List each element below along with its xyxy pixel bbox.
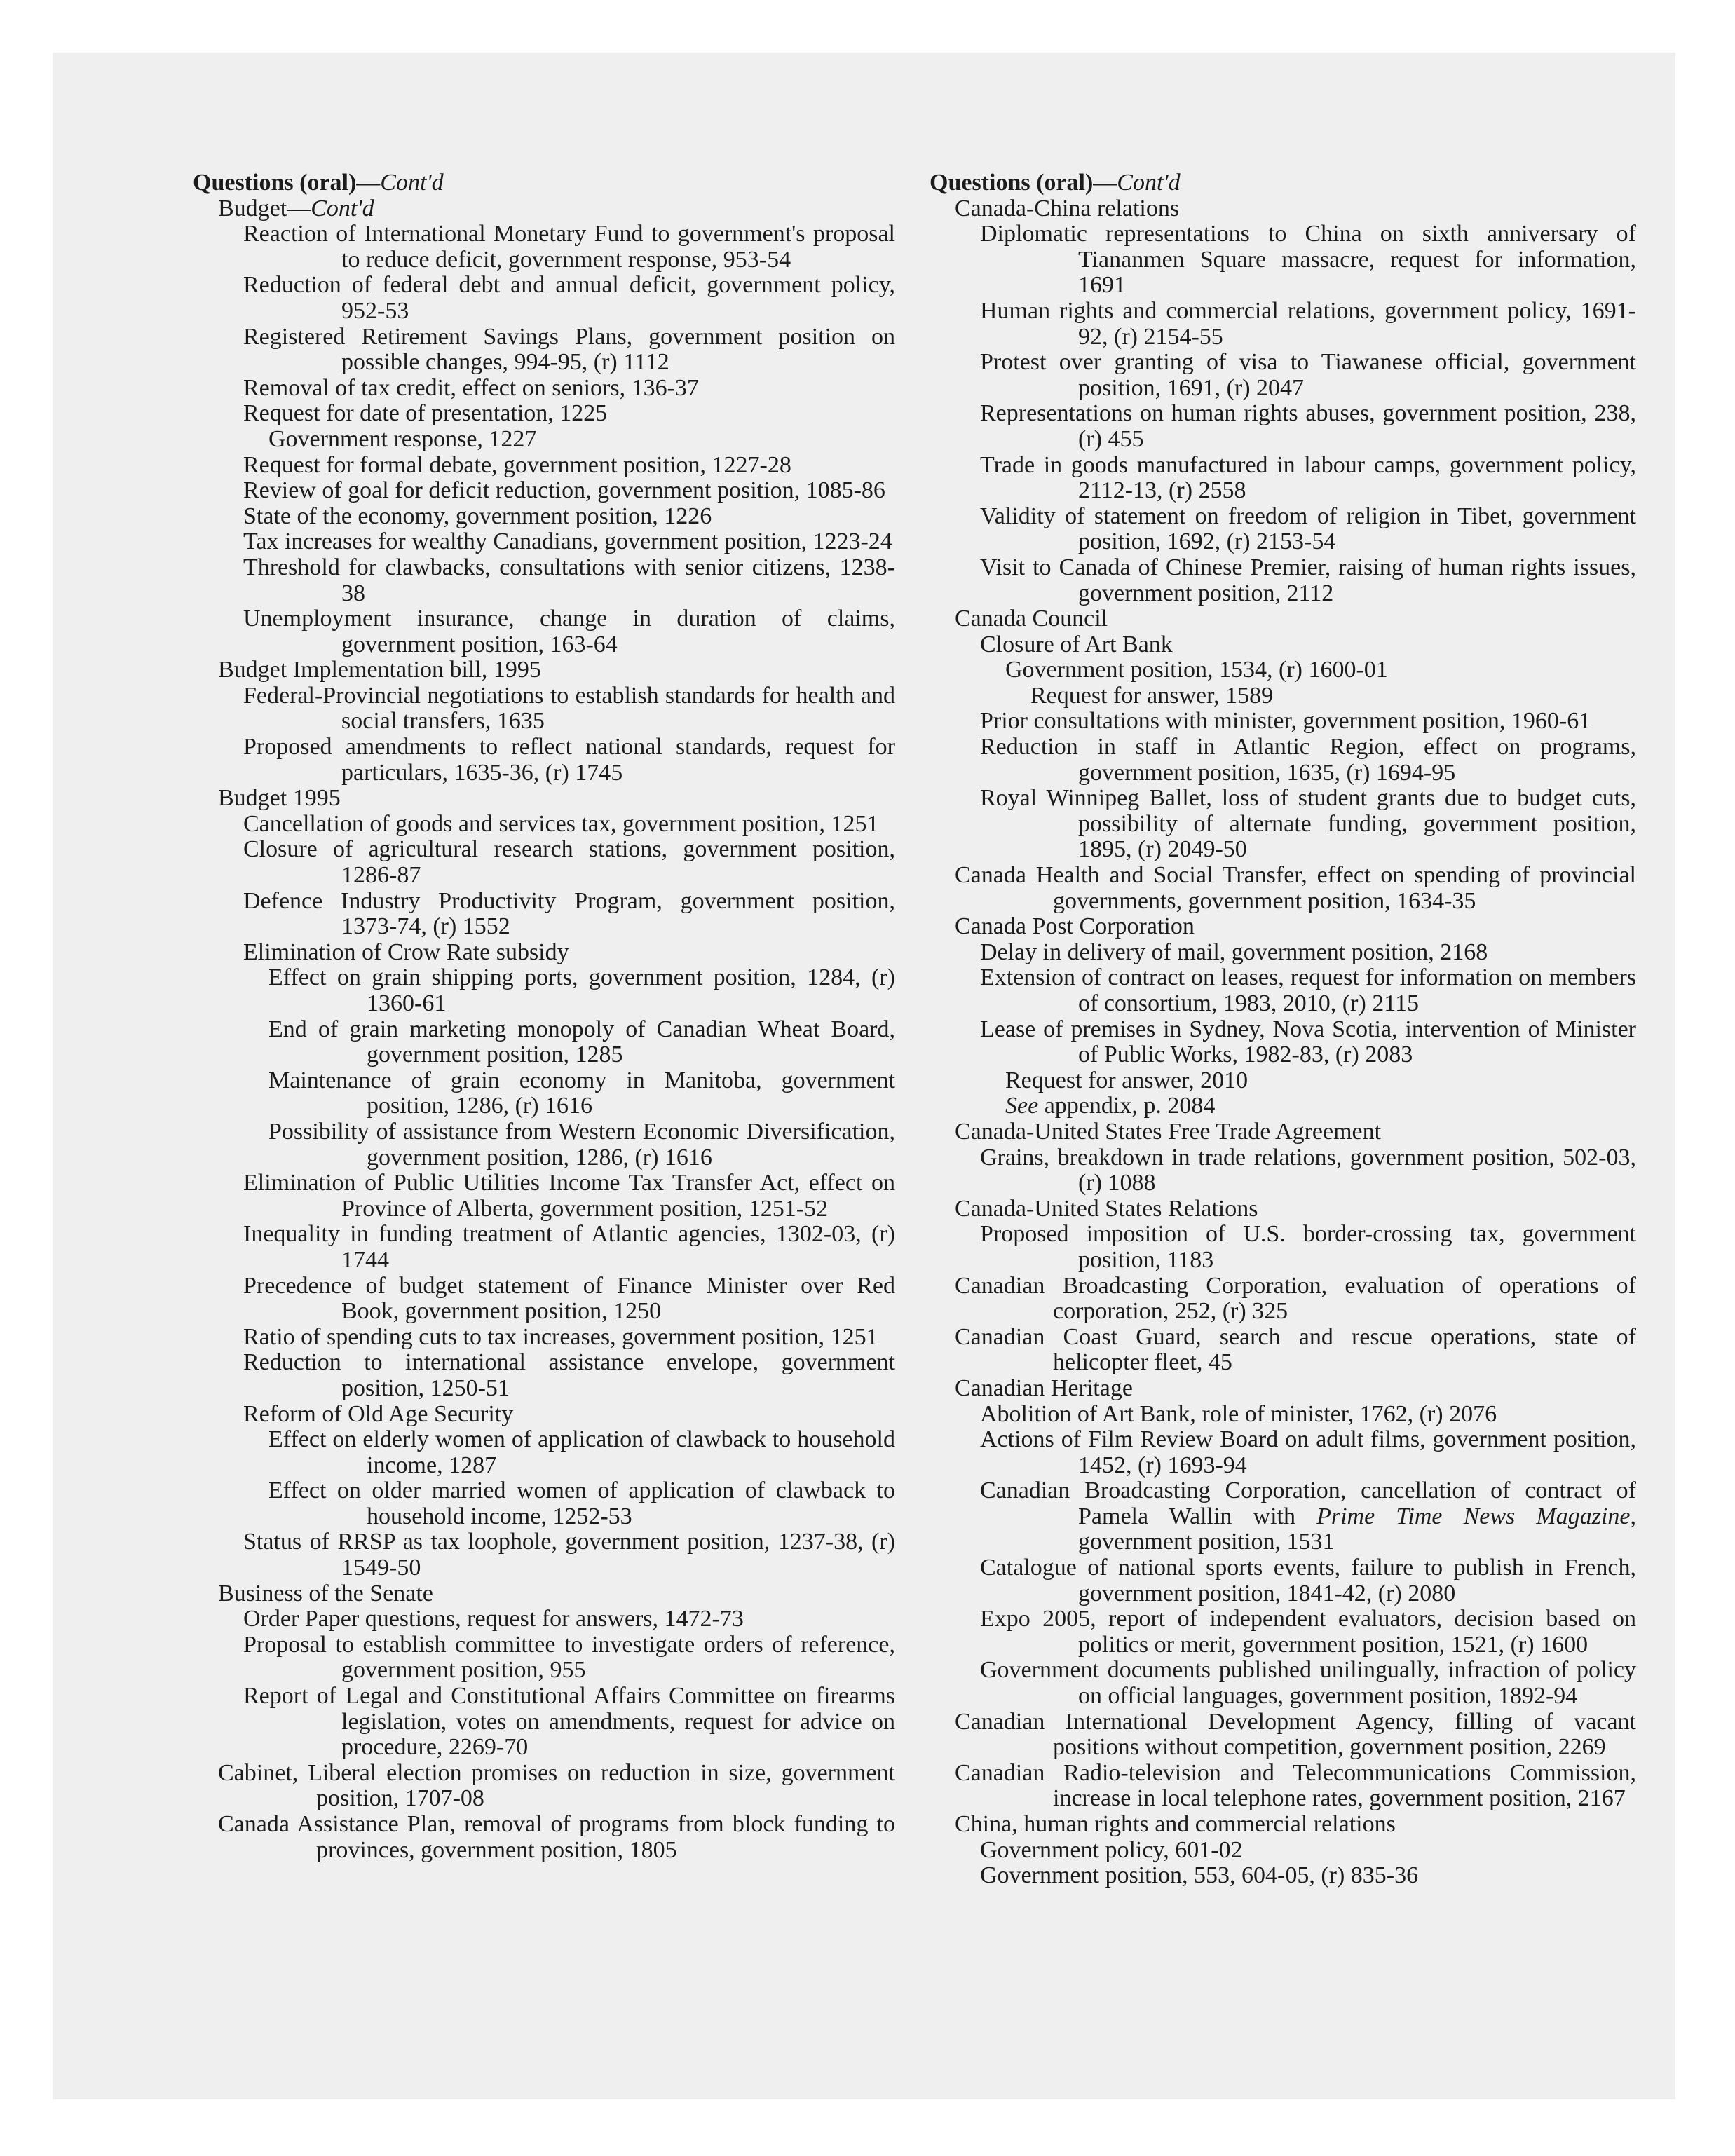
index-entry	[193, 1350, 895, 1401]
index-entry	[930, 1478, 1636, 1555]
entry-text: Canada Health and Social Transfer, effect on spending of provincial governments, government position, 1634-35	[955, 862, 1636, 914]
index-entry	[930, 1606, 1636, 1658]
index-entry	[930, 350, 1636, 401]
entry-text: Canada Post Corporation	[955, 913, 1195, 940]
index-entry	[193, 1581, 895, 1607]
entry-text: Trade in goods manufactured in labour camps, government policy, 2112-13, (r) 2558	[980, 451, 1636, 504]
entry-text: Request for formal debate, government position, 1227-28	[243, 451, 791, 478]
index-entry	[930, 1710, 1636, 1761]
entry-text: Budget—	[218, 195, 311, 221]
index-entry	[193, 504, 895, 530]
entry-text: Proposed imposition of U.S. border-crossing tax, government position, 1183	[980, 1221, 1636, 1273]
index-entry	[193, 1325, 895, 1351]
index-entry	[930, 1196, 1636, 1222]
entry-text: Inequality in funding treatment of Atlantic agencies, 1302-03, (r) 1744	[243, 1221, 895, 1273]
entry-text: Expo 2005, report of independent evaluators, decision based on politics or merit, government position, 1521, (r) 1600	[980, 1606, 1636, 1658]
entry-text: Canada Council	[955, 606, 1108, 632]
index-entry	[193, 837, 895, 888]
entry-text: Maintenance of grain economy in Manitoba, government position, 1286, (r) 1616	[268, 1067, 895, 1119]
index-page	[53, 53, 1675, 2099]
entry-text: Closure of agricultural research stations, government position, 1286-87	[243, 836, 895, 889]
right-column	[930, 170, 1636, 1889]
entry-text: Abolition of Art Bank, role of minister, 1762, (r) 2076	[980, 1400, 1497, 1427]
index-entry	[193, 196, 895, 222]
index-entry	[930, 606, 1636, 632]
entry-text: Protest over granting of visa to Tiawanese official, government position, 1691, (r) 2047	[980, 349, 1636, 401]
index-entry	[193, 1529, 895, 1581]
index-entry	[193, 1684, 895, 1761]
entry-text: Canadian Broadcasting Corporation, evaluation of operations of corporation, 252, (r) 325	[955, 1272, 1636, 1325]
index-entry	[193, 376, 895, 402]
left-entries	[193, 196, 895, 1864]
index-entry	[930, 299, 1636, 350]
index-entry	[930, 1838, 1636, 1864]
index-entry	[930, 940, 1636, 966]
entry-text: Budget 1995	[218, 785, 341, 812]
entry-text: Threshold for clawbacks, consultations with senior citizens, 1238-38	[243, 554, 895, 606]
entry-text: Royal Winnipeg Ballet, loss of student grants due to budget cuts, possibility of alternate funding, government position, 1895, (r) 2049-50	[980, 785, 1636, 863]
entry-italic-text: Prime Time News Magazine	[1316, 1503, 1631, 1529]
entry-text: Elimination of Public Utilities Income Tax Transfer Act, effect on Province of Alberta, government position, 1251-52	[243, 1170, 895, 1222]
entry-text: Canada-United States Free Trade Agreement	[955, 1118, 1382, 1145]
entry-text: Canadian Broadcasting Corporation, cancellation of contract of Pamela Wallin with	[980, 1478, 1636, 1529]
index-entry	[193, 1402, 895, 1428]
entry-italic-text: See	[1005, 1093, 1039, 1119]
index-entry	[930, 1555, 1636, 1606]
index-entry	[193, 529, 895, 555]
entry-text: , government position, 1531	[1078, 1503, 1636, 1555]
entry-italic-text: Cont'd	[311, 195, 374, 221]
index-entry	[193, 401, 895, 427]
index-entry	[193, 812, 895, 838]
index-entry	[930, 1093, 1636, 1119]
index-entry	[930, 914, 1636, 940]
index-entry	[193, 221, 895, 273]
entry-text: Validity of statement on freedom of religion in Tibet, government position, 1692, (r) 2153-54	[980, 503, 1636, 555]
entry-text: Unemployment insurance, change in duration of claims, government position, 163-64	[243, 606, 895, 657]
entry-text: Reduction in staff in Atlantic Region, effect on programs, government position, 1635, (r) 1694-95	[980, 734, 1636, 786]
entry-text: Lease of premises in Sydney, Nova Scotia, intervention of Minister of Public Works, 1982-83, (r) 2083	[980, 1016, 1636, 1068]
index-entry	[193, 657, 895, 683]
entry-text: Proposed amendments to reflect national standards, request for particulars, 1635-36, (r) 1745	[243, 734, 895, 786]
entry-text: Government policy, 601-02	[980, 1836, 1243, 1863]
entry-text: Business of the Senate	[218, 1580, 433, 1606]
entry-text: Registered Retirement Savings Plans, government position on possible changes, 994-95, (r) 1112	[243, 323, 895, 376]
entry-text: Status of RRSP as tax loophole, government position, 1237-38, (r) 1549-50	[243, 1529, 895, 1581]
entry-text: Reform of Old Age Security	[243, 1400, 514, 1427]
entry-text: Reduction of federal debt and annual deficit, government policy, 952-53	[243, 272, 895, 324]
index-entry	[930, 1222, 1636, 1273]
entry-text: Request for answer, 2010	[1005, 1067, 1248, 1093]
index-entry	[193, 1068, 895, 1119]
index-entry	[193, 735, 895, 786]
index-entry	[930, 555, 1636, 606]
entry-text: Canada Assistance Plan, removal of programs from block funding to provinces, government position, 1805	[218, 1811, 895, 1863]
index-entry	[193, 325, 895, 376]
index-entry	[930, 1068, 1636, 1094]
index-entry	[930, 1812, 1636, 1838]
index-entry	[930, 786, 1636, 863]
entry-text: Grains, breakdown in trade relations, government position, 502-03, (r) 1088	[980, 1144, 1636, 1196]
entry-text: Budget Implementation bill, 1995	[218, 657, 541, 683]
index-entry	[930, 657, 1636, 683]
index-entry	[930, 1119, 1636, 1145]
entry-text: Catalogue of national sports events, failure to publish in French, government position, 1841-42, (r) 2080	[980, 1555, 1636, 1606]
left-column	[193, 170, 895, 1863]
entry-text: Canadian Heritage	[955, 1374, 1133, 1401]
entry-text: Canada-United States Relations	[955, 1195, 1258, 1222]
entry-text: Elimination of Crow Rate subsidy	[243, 939, 569, 965]
index-entry	[193, 940, 895, 966]
index-entry	[930, 863, 1636, 914]
index-entry	[930, 1427, 1636, 1478]
entry-text: Request for answer, 1589	[1030, 682, 1274, 709]
entry-text: Report of Legal and Constitutional Affairs Committee on firearms legislation, votes on amendments, request for advice on procedure, 2269-70	[243, 1683, 895, 1761]
heading-label: Questions (oral)	[930, 170, 1094, 196]
entry-text: Order Paper questions, request for answers, 1472-73	[243, 1606, 744, 1632]
entry-text: Tax increases for wealthy Canadians, government position, 1223-24	[243, 528, 892, 555]
index-entry	[193, 478, 895, 504]
entry-text: Government response, 1227	[268, 425, 537, 452]
entry-text: Proposal to establish committee to investigate orders of reference, government position, 955	[243, 1631, 895, 1684]
entry-text: Removal of tax credit, effect on seniors, 136-37	[243, 374, 699, 401]
index-entry	[193, 1812, 895, 1863]
index-entry	[193, 683, 895, 735]
index-entry	[930, 683, 1636, 709]
index-entry	[193, 965, 895, 1016]
index-entry	[193, 1427, 895, 1478]
entry-text: Cancellation of goods and services tax, government position, 1251	[243, 810, 879, 837]
entry-text: Prior consultations with minister, government position, 1960-61	[980, 708, 1591, 735]
index-entry	[930, 401, 1636, 452]
entry-text: Federal-Provincial negotiations to establish standards for health and social transfers, 1635	[243, 682, 895, 735]
entry-text: Reaction of International Monetary Fund to government's proposal to reduce deficit, government response, 953-54	[243, 221, 895, 273]
index-entry	[193, 427, 895, 453]
index-entry	[930, 1658, 1636, 1709]
entry-text: Government position, 553, 604-05, (r) 835-36	[980, 1862, 1419, 1889]
index-entry	[930, 632, 1636, 658]
index-entry	[193, 273, 895, 324]
index-entry	[193, 1171, 895, 1222]
entry-text: Government position, 1534, (r) 1600-01	[1005, 657, 1388, 683]
index-entry	[930, 221, 1636, 299]
entry-text: Extension of contract on leases, request for information on members of consortium, 1983, 2010, (r) 2115	[980, 964, 1636, 1016]
left-column-heading: Questions (oral)—Cont'd	[193, 170, 444, 196]
index-entry	[930, 1761, 1636, 1812]
index-entry	[193, 1606, 895, 1632]
entry-text: Delay in delivery of mail, government position, 2168	[980, 939, 1488, 965]
index-entry	[193, 1632, 895, 1684]
index-entry	[193, 453, 895, 479]
entry-text: Effect on elderly women of application of clawback to household income, 1287	[268, 1426, 895, 1478]
entry-text: Request for date of presentation, 1225	[243, 400, 608, 427]
entry-text: Defence Industry Productivity Program, government position, 1373-74, (r) 1552	[243, 887, 895, 940]
index-entry	[930, 453, 1636, 504]
index-entry	[930, 1402, 1636, 1428]
index-entry	[193, 1119, 895, 1171]
index-entry	[193, 1222, 895, 1273]
entry-text: Actions of Film Review Board on adult films, government position, 1452, (r) 1693-94	[980, 1426, 1636, 1478]
entry-text: Government documents published unilingually, infraction of policy on official languages, government position, 1892-94	[980, 1657, 1636, 1710]
entry-text: State of the economy, government position, 1226	[243, 503, 712, 529]
index-entry	[193, 786, 895, 812]
index-entry	[930, 1325, 1636, 1376]
heading-label: Questions (oral)	[193, 170, 357, 196]
entry-text: Human rights and commercial relations, government policy, 1691-92, (r) 2154-55	[980, 297, 1636, 350]
entry-text: Canadian Coast Guard, search and rescue operations, state of helicopter fleet, 45	[955, 1323, 1636, 1376]
right-entries	[930, 196, 1636, 1889]
entry-text: China, human rights and commercial relations	[955, 1811, 1396, 1837]
entry-text: Canadian International Development Agency, filling of vacant positions without competition, government position, 2269	[955, 1708, 1636, 1761]
entry-text: appendix, p. 2084	[1038, 1093, 1216, 1119]
index-entry	[930, 1145, 1636, 1196]
index-entry	[930, 1863, 1636, 1889]
entry-text: Precedence of budget statement of Finance Minister over Red Book, government position, 1250	[243, 1272, 895, 1325]
index-entry	[193, 555, 895, 606]
index-entry	[193, 1761, 895, 1812]
entry-text: Visit to Canada of Chinese Premier, raising of human rights issues, government position, 2112	[980, 554, 1636, 606]
entry-text: Effect on older married women of application of clawback to household income, 1252-53	[268, 1478, 895, 1529]
entry-text: Closure of Art Bank	[980, 631, 1173, 657]
index-entry	[930, 1376, 1636, 1402]
index-entry	[193, 606, 895, 657]
index-entry	[193, 1274, 895, 1325]
index-entry	[193, 889, 895, 940]
index-entry	[930, 1017, 1636, 1068]
entry-text: Review of goal for deficit reduction, government position, 1085-86	[243, 477, 885, 504]
index-entry	[930, 196, 1636, 222]
heading-continued: Cont'd	[380, 170, 444, 196]
right-column-heading: Questions (oral)—Cont'd	[930, 170, 1181, 196]
entry-text: Cabinet, Liberal election promises on reduction in size, government position, 1707-08	[218, 1759, 895, 1812]
entry-text: Canada-China relations	[955, 195, 1180, 221]
index-entry	[930, 965, 1636, 1016]
index-entry	[930, 709, 1636, 735]
entry-text: Possibility of assistance from Western Economic Diversification, government position, 1286, (r) 1616	[268, 1118, 895, 1171]
index-entry	[193, 1478, 895, 1529]
entry-text: Ratio of spending cuts to tax increases, government position, 1251	[243, 1323, 878, 1350]
entry-text: Representations on human rights abuses, government position, 238, (r) 455	[980, 400, 1636, 452]
entry-text: Diplomatic representations to China on sixth anniversary of Tiananmen Square massacre, request for information, 1691	[980, 221, 1636, 299]
heading-continued: Cont'd	[1117, 170, 1181, 196]
index-entry	[930, 735, 1636, 786]
index-entry	[193, 1017, 895, 1068]
entry-text: Canadian Radio-television and Telecommunications Commission, increase in local telephone rates, government position, 2167	[955, 1759, 1636, 1812]
entry-text: Effect on grain shipping ports, government position, 1284, (r) 1360-61	[268, 964, 895, 1016]
entry-text: End of grain marketing monopoly of Canadian Wheat Board, government position, 1285	[268, 1016, 895, 1068]
entry-text: Reduction to international assistance envelope, government position, 1250-51	[243, 1349, 895, 1401]
index-entry	[930, 504, 1636, 555]
index-entry	[930, 1274, 1636, 1325]
